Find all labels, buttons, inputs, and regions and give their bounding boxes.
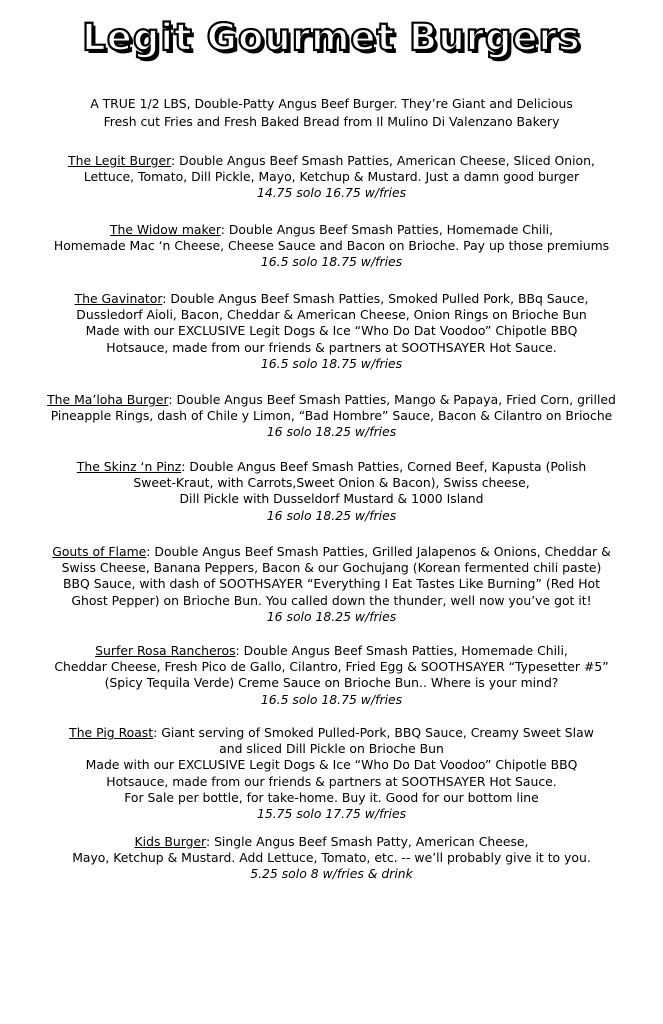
item-price: 16 solo 18.25 w/fries bbox=[266, 608, 397, 624]
item-name: Kids Burger bbox=[134, 834, 206, 849]
item-description-line: Double Angus Beef Smash Patties, Homemade Chili, bbox=[243, 643, 568, 658]
item-description-line: Pineapple Rings, dash of Chile y Limon, “Bad Hombre” Sauce, Bacon & Cilantro on Brioche bbox=[50, 408, 613, 424]
item-description-line: BBQ Sauce, with dash of SOOTHSAYER “Everything I Eat Tastes Like Burning” (Red Hot bbox=[63, 576, 600, 592]
item-description-line: Double Angus Beef Smash Patties, Grilled Jalapenos & Onions, Cheddar & bbox=[154, 544, 611, 559]
item-name: The Gavinator bbox=[74, 291, 163, 306]
menu-item-surfer-rosa-rancheros: Surfer Rosa Rancheros: Double Angus Beef Smash Patties, Homemade Chili, Cheddar Cheese, Fresh Pico de Gallo, Cilantro, Fried Egg & SOOTHSAYER “Typesetter #5” (Spicy Tequila Verde) Creme Sauce on Brioche Bun.. Where is your mind? 16.5 solo 18.75 w/fries bbox=[8, 643, 655, 708]
item-description-line: Made with our EXCLUSIVE Legit Dogs & Ice “Who Do Dat Voodoo” Chipotle BBQ bbox=[85, 757, 578, 773]
item-description-line: Double Angus Beef Smash Patties, Homemade Chili, bbox=[228, 222, 554, 237]
item-name: Gouts of Flame bbox=[52, 544, 147, 559]
item-description-line: Dill Pickle with Dusseldorf Mustard & 1000 Island bbox=[179, 491, 484, 507]
item-name: The Pig Roast bbox=[69, 725, 154, 740]
item-description-line: Double Angus Beef Smash Patties, Smoked Pulled Pork, BBq Sauce, bbox=[170, 291, 589, 306]
item-price: 16 solo 18.25 w/fries bbox=[266, 424, 397, 440]
menu-item-pig-roast: The Pig Roast: Giant serving of Smoked Pulled-Pork, BBQ Sauce, Creamy Sweet Slaw and sliced Dill Pickle on Brioche Bun Made with our EXCLUSIVE Legit Dogs & Ice “Who Do Dat Voodoo” Chipotle BBQ Hotsauce, made from our friends & partners at SOOTHSAYER Hot Sauce. For Sale per bottle, for take-home. Buy it. Good for our bottom line 15.75 solo 17.75 w/fries bbox=[8, 725, 655, 822]
item-name: The Ma’loha Burger bbox=[47, 392, 169, 407]
menu-item-gouts-of-flame: Gouts of Flame: Double Angus Beef Smash Patties, Grilled Jalapenos & Onions, Cheddar & Swiss Cheese, Banana Peppers, Bacon & our Gochujang (Korean fermented chili paste) BBQ Sauce, with dash of SOOTHSAYER “Everything I Eat Tastes Like Burning” (Red Hot Ghost Pepper) on Brioche Bun. You called down the thunder, well now you’ve got it! 16 solo 18.25 w/fries bbox=[8, 544, 655, 625]
item-price: 16.5 solo 18.75 w/fries bbox=[260, 355, 403, 371]
item-description-line: Sweet-Kraut, with Carrots,Sweet Onion & Bacon), Swiss cheese, bbox=[133, 475, 530, 491]
item-description-line: Double Angus Beef Smash Patties, Mango & Papaya, Fried Corn, grilled bbox=[176, 392, 616, 407]
menu-item-legit-burger: The Legit Burger: Double Angus Beef Smash Patties, American Cheese, Sliced Onion, Lettuce, Tomato, Dill Pickle, Mayo, Ketchup & Mustard. Just a damn good burger 14.75 solo 16.75 w/fries bbox=[8, 153, 655, 202]
menu-item-widow-maker: The Widow maker: Double Angus Beef Smash Patties, Homemade Chili, Homemade Mac ‘n Cheese, Cheese Sauce and Bacon on Brioche. Pay up those premiums 16.5 solo 18.75 w/fries bbox=[8, 222, 655, 271]
item-description-line: and sliced Dill Pickle on Brioche Bun bbox=[219, 741, 444, 757]
item-description-line: Swiss Cheese, Banana Peppers, Bacon & our Gochujang (Korean fermented chili paste) bbox=[61, 560, 602, 576]
item-price: 16.5 solo 18.75 w/fries bbox=[260, 254, 403, 270]
item-description-line: Ghost Pepper) on Brioche Bun. You called down the thunder, well now you’ve got it! bbox=[71, 592, 592, 608]
menu-item-kids-burger: Kids Burger: Single Angus Beef Smash Patty, American Cheese, Mayo, Ketchup & Mustard. Add Lettuce, Tomato, etc. -- we’ll probably give it to you. 5.25 solo 8 w/fries & drink bbox=[8, 834, 655, 883]
item-description-line: (Spicy Tequila Verde) Creme Sauce on Brioche Bun.. Where is your mind? bbox=[104, 675, 559, 691]
menu-item-skinz-n-pinz: The Skinz ‘n Pinz: Double Angus Beef Smash Patties, Corned Beef, Kapusta (Polish Sweet-Kraut, with Carrots,Sweet Onion & Bacon), Swiss cheese, Dill Pickle with Dusseldorf Mustard & 1000 Island 16 solo 18.25 w/fries bbox=[8, 459, 655, 524]
item-description-line: Double Angus Beef Smash Patties, Corned Beef, Kapusta (Polish bbox=[189, 459, 587, 474]
intro-line: Fresh cut Fries and Fresh Baked Bread from Il Mulino Di Valenzano Bakery bbox=[103, 114, 560, 129]
item-price: 5.25 solo 8 w/fries & drink bbox=[250, 866, 413, 882]
menu-title: Legit Gourmet Burgers bbox=[82, 16, 581, 59]
item-name: The Widow maker bbox=[109, 222, 221, 237]
item-name: The Legit Burger bbox=[68, 153, 172, 168]
item-description-line: Homemade Mac ‘n Cheese, Cheese Sauce and Bacon on Brioche. Pay up those premiums bbox=[53, 238, 610, 254]
item-description-line: Single Angus Beef Smash Patty, American Cheese, bbox=[214, 834, 529, 849]
item-name: The Skinz ‘n Pinz bbox=[76, 459, 182, 474]
menu-item-gavinator: The Gavinator: Double Angus Beef Smash Patties, Smoked Pulled Pork, BBq Sauce, Dussledorf Aioli, Bacon, Cheddar & American Cheese, Onion Rings on Brioche Bun Made with our EXCLUSIVE Legit Dogs & Ice “Who Do Dat Voodoo” Chipotle BBQ Hotsauce, made from our friends & partners at SOOTHSAYER Hot Sauce. 16.5 solo 18.75 w/fries bbox=[8, 291, 655, 372]
item-name: Surfer Rosa Rancheros bbox=[95, 643, 236, 658]
item-description-line: Hotsauce, made from our friends & partners at SOOTHSAYER Hot Sauce. bbox=[106, 773, 557, 789]
item-description-line: Giant serving of Smoked Pulled-Pork, BBQ Sauce, Creamy Sweet Slaw bbox=[161, 725, 594, 740]
item-description-line: Mayo, Ketchup & Mustard. Add Lettuce, Tomato, etc. -- we’ll probably give it to you. bbox=[72, 850, 591, 866]
item-description-line: Lettuce, Tomato, Dill Pickle, Mayo, Ketchup & Mustard. Just a damn good burger bbox=[83, 169, 580, 185]
menu-item-maloha-burger: The Ma’loha Burger: Double Angus Beef Smash Patties, Mango & Papaya, Fried Corn, grilled Pineapple Rings, dash of Chile y Limon, “Bad Hombre” Sauce, Bacon & Cilantro on Brioche 16 solo 18.25 w/fries bbox=[8, 392, 655, 441]
menu-intro bbox=[0, 95, 663, 131]
item-price: 14.75 solo 16.75 w/fries bbox=[256, 185, 407, 201]
item-price: 16 solo 18.25 w/fries bbox=[266, 507, 397, 523]
item-description-line: Made with our EXCLUSIVE Legit Dogs & Ice “Who Do Dat Voodoo” Chipotle BBQ bbox=[85, 323, 578, 339]
item-description-line: Dussledorf Aioli, Bacon, Cheddar & American Cheese, Onion Rings on Brioche Bun bbox=[76, 307, 587, 323]
item-description-line: Hotsauce, made from our friends & partners at SOOTHSAYER Hot Sauce. bbox=[106, 339, 557, 355]
item-description-line: Double Angus Beef Smash Patties, American Cheese, Sliced Onion, bbox=[179, 153, 595, 168]
item-description-line: Cheddar Cheese, Fresh Pico de Gallo, Cilantro, Fried Egg & SOOTHSAYER “Typesetter #5” bbox=[54, 659, 609, 675]
item-price: 15.75 solo 17.75 w/fries bbox=[256, 806, 407, 822]
item-price: 16.5 solo 18.75 w/fries bbox=[260, 691, 403, 707]
intro-line: A TRUE 1/2 LBS, Double-Patty Angus Beef Burger. They’re Giant and Delicious bbox=[90, 96, 573, 111]
item-description-line: For Sale per bottle, for take-home. Buy it. Good for our bottom line bbox=[124, 789, 539, 805]
